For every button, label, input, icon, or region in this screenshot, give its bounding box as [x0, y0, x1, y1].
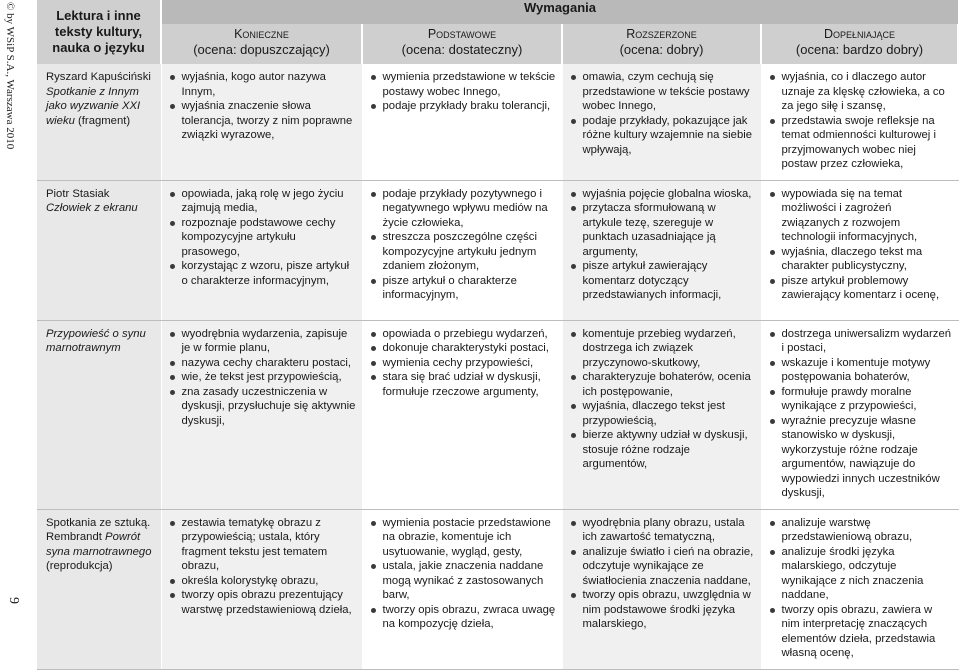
list-item: komentuje przebieg wydarzeń, dostrzega ich związek przyczynowo-skutkowy,: [571, 327, 755, 371]
list-item: wskazuje i komentuje motywy postępowania bohaterów,: [770, 356, 952, 385]
table-body: [37, 64, 958, 669]
requirement-cell-2: [362, 180, 562, 320]
level-header-konieczne: [161, 24, 362, 64]
list-item: nazywa cechy charakteru postaci,: [170, 356, 356, 371]
requirement-cell-3: [562, 64, 761, 180]
list-item: pisze artykuł problemowy zawierający komentarz i ocenę,: [770, 274, 952, 303]
work-title: Człowiek z ekranu: [46, 202, 138, 214]
topic-cell: [37, 320, 161, 509]
work-title: Spotkanie z Innym jako wyzwanie XXI wieku: [46, 85, 141, 127]
topic-column-header: Lektura i inne teksty kultury, nauka o języku: [37, 0, 161, 64]
requirement-list: [170, 187, 356, 289]
work-title: Przypowieść o synu marnotrawnym: [46, 327, 146, 354]
topic-cell: [37, 64, 161, 180]
list-item: streszcza poszczególne części kompozycyjne artykułu jednym zdaniem złożonym,: [371, 230, 556, 274]
level-name: Rozszerzone: [626, 27, 697, 41]
requirement-cell-4: [761, 64, 958, 180]
list-item: zestawia tematykę obrazu z przypowieścią; ustala, który fragment tekstu jest tematem obrazu,: [170, 516, 356, 574]
list-item: pisze artykuł o charakterze informacyjnym,: [371, 274, 556, 303]
table-row: [37, 64, 958, 180]
topic-text: (reprodukcja): [46, 560, 113, 572]
level-header-rozszerzone: [562, 24, 761, 64]
list-item: ustala, jakie znaczenia naddane mogą wynikać z zastosowanych barw,: [371, 559, 556, 603]
list-item: analizuje światło i cień na obrazie, odczytuje wynikające ze światłocienia znaczenia naddane,: [571, 545, 755, 589]
list-item: rozpoznaje podstawowe cechy kompozycyjne artykułu prasowego,: [170, 216, 356, 260]
level-name: Podstawowe: [427, 27, 497, 41]
list-item: przedstawia swoje refleksje na temat odmienności kulturowej i przyjmowanych wobec niej postaw przez człowieka,: [770, 114, 952, 172]
topic-text: Ryszard Kapuściński: [46, 71, 151, 83]
requirement-cell-1: [161, 509, 362, 669]
requirement-cell-3: [562, 509, 761, 669]
list-item: podaje przykłady, pokazujące jak różne kultury wzajemnie na siebie wpływają,: [571, 114, 755, 158]
list-item: opowiada, jaką rolę w jego życiu zajmują media,: [170, 187, 356, 216]
topic-text: (fragment): [78, 114, 131, 127]
list-item: wyjaśnia pojęcie globalna wioska,: [571, 187, 755, 202]
list-item: przytacza sformułowaną w artykule tezę, szereguje w punktach uzasadniające ją argumenty,: [571, 201, 755, 259]
requirement-cell-3: [562, 320, 761, 509]
table-row: [37, 180, 958, 320]
list-item: dostrzega uniwersalizm wydarzeń i postaci,: [770, 327, 952, 356]
requirements-table: [37, 0, 959, 670]
level-grade: (ocena: dostateczny): [401, 42, 523, 57]
list-item: określa kolorystykę obrazu,: [170, 574, 356, 589]
requirements-header: Wymagania: [161, 0, 958, 24]
level-name: Dopełniające: [823, 27, 896, 41]
requirement-list: [371, 70, 556, 114]
list-item: wypowiada się na temat możliwości i zagrożeń związanych z rozwojem technologii informacyjnych,: [770, 187, 952, 245]
requirement-list: [170, 70, 356, 143]
page-number: [4, 590, 22, 620]
copyright-text: © by WSiP S.A., Warszawa 2010: [4, 2, 16, 150]
copyright-note: [0, 2, 22, 208]
list-item: tworzy opis obrazu, zawiera w nim interpretację znaczących elementów dzieła, przedstawia własną ocenę,: [770, 603, 952, 661]
list-item: zna zasady uczestniczenia w dyskusji, przysłuchuje się aktywnie dyskusji,: [170, 385, 356, 429]
list-item: analizuje środki języka malarskiego, odczytuje wynikające z nich znaczenia naddane,: [770, 545, 952, 603]
work-title: Powrót syna marnotrawnego: [46, 531, 152, 558]
requirement-list: [770, 187, 952, 303]
list-item: wyjaśnia, dlaczego tekst jest przypowieścią,: [571, 399, 755, 428]
requirement-list: [571, 327, 755, 472]
topic-text: Spotkania ze sztuką. Rembrandt: [46, 516, 151, 543]
list-item: tworzy opis obrazu, zwraca uwagę na kompozycję dzieła,: [371, 603, 556, 632]
list-item: omawia, czym cechują się przedstawione w tekście postawy wobec Innego,: [571, 70, 755, 114]
requirement-cell-3: [562, 180, 761, 320]
list-item: charakteryzuje bohaterów, ocenia ich postępowanie,: [571, 370, 755, 399]
requirement-list: [770, 70, 952, 172]
requirement-cell-4: [761, 509, 958, 669]
list-item: podaje przykłady braku tolerancji,: [371, 99, 556, 114]
topic-cell: [37, 180, 161, 320]
requirement-cell-1: [161, 64, 362, 180]
list-item: wyjaśnia, dlaczego tekst ma charakter publicystyczny,: [770, 245, 952, 274]
list-item: wymienia przedstawione w tekście postawy wobec Innego,: [371, 70, 556, 99]
level-header-podstawowe: [362, 24, 562, 64]
list-item: korzystając z wzoru, pisze artykuł o charakterze informacyjnym,: [170, 259, 356, 288]
requirement-cell-2: [362, 509, 562, 669]
list-item: wyodrębnia wydarzenia, zapisuje je w formie planu,: [170, 327, 356, 356]
table-row: [37, 320, 958, 509]
level-grade: (ocena: bardzo dobry): [795, 42, 924, 57]
topic-cell: [37, 509, 161, 669]
requirement-list: [371, 516, 556, 632]
requirement-list: [170, 327, 356, 429]
list-item: opowiada o przebiegu wydarzeń,: [371, 327, 556, 342]
requirement-list: [371, 187, 556, 303]
list-item: formułuje prawdy moralne wynikające z przypowieści,: [770, 385, 952, 414]
requirement-list: [571, 516, 755, 632]
list-item: wyjaśnia, kogo autor nazywa Innym,: [170, 70, 356, 99]
requirement-list: [770, 327, 952, 501]
list-item: wyraźnie precyzuje własne stanowisko w dyskusji, wykorzystuje różne rodzaje argumentów, nawiązuje do wypowiedzi innych uczestników dyskusji,: [770, 414, 952, 501]
list-item: podaje przykłady pozytywnego i negatywnego wpływu mediów na życie człowieka,: [371, 187, 556, 231]
requirement-cell-1: [161, 180, 362, 320]
level-grade: (ocena: dopuszczający): [193, 42, 330, 57]
list-item: wyjaśnia znaczenie słowa tolerancja, tworzy z nim poprawne związki wyrazowe,: [170, 99, 356, 143]
requirement-list: [571, 70, 755, 157]
topic-text: Piotr Stasiak: [46, 187, 110, 200]
requirement-cell-4: [761, 320, 958, 509]
level-grade: (ocena: dobry): [619, 42, 704, 57]
requirement-list: [770, 516, 952, 661]
list-item: bierze aktywny udział w dyskusji, stosuje różne rodzaje argumentów,: [571, 428, 755, 472]
list-item: wyjaśnia, co i dlaczego autor uznaje za klęskę człowieka, a co za jego siłę i szansę,: [770, 70, 952, 114]
list-item: wymienia postacie przedstawione na obrazie, komentuje ich usytuowanie, wygląd, gesty,: [371, 516, 556, 560]
requirement-list: [371, 327, 556, 400]
table-row: [37, 509, 958, 669]
requirement-cell-2: [362, 320, 562, 509]
list-item: tworzy opis obrazu prezentujący warstwę przedstawieniową dzieła,: [170, 588, 356, 617]
list-item: stara się brać udział w dyskusji, formułuje rzeczowe argumenty,: [371, 370, 556, 399]
requirement-list: [571, 187, 755, 303]
list-item: analizuje warstwę przedstawieniową obrazu,: [770, 516, 952, 545]
list-item: wymienia cechy przypowieści,: [371, 356, 556, 371]
requirement-cell-1: [161, 320, 362, 509]
level-header-dopelniajace: [761, 24, 958, 64]
list-item: dokonuje charakterystyki postaci,: [371, 341, 556, 356]
list-item: wie, że tekst jest przypowieścią,: [170, 370, 356, 385]
list-item: tworzy opis obrazu, uwzględnia w nim podstawowe środki języka malarskiego,: [571, 588, 755, 632]
requirement-list: [170, 516, 356, 618]
page-number-text: 9: [6, 597, 21, 604]
requirement-cell-4: [761, 180, 958, 320]
requirement-cell-2: [362, 64, 562, 180]
level-name: Konieczne: [234, 27, 289, 41]
list-item: pisze artykuł zawierający komentarz dotyczący przedstawianych informacji,: [571, 259, 755, 303]
list-item: wyodrębnia plany obrazu, ustala ich zawartość tematyczną,: [571, 516, 755, 545]
